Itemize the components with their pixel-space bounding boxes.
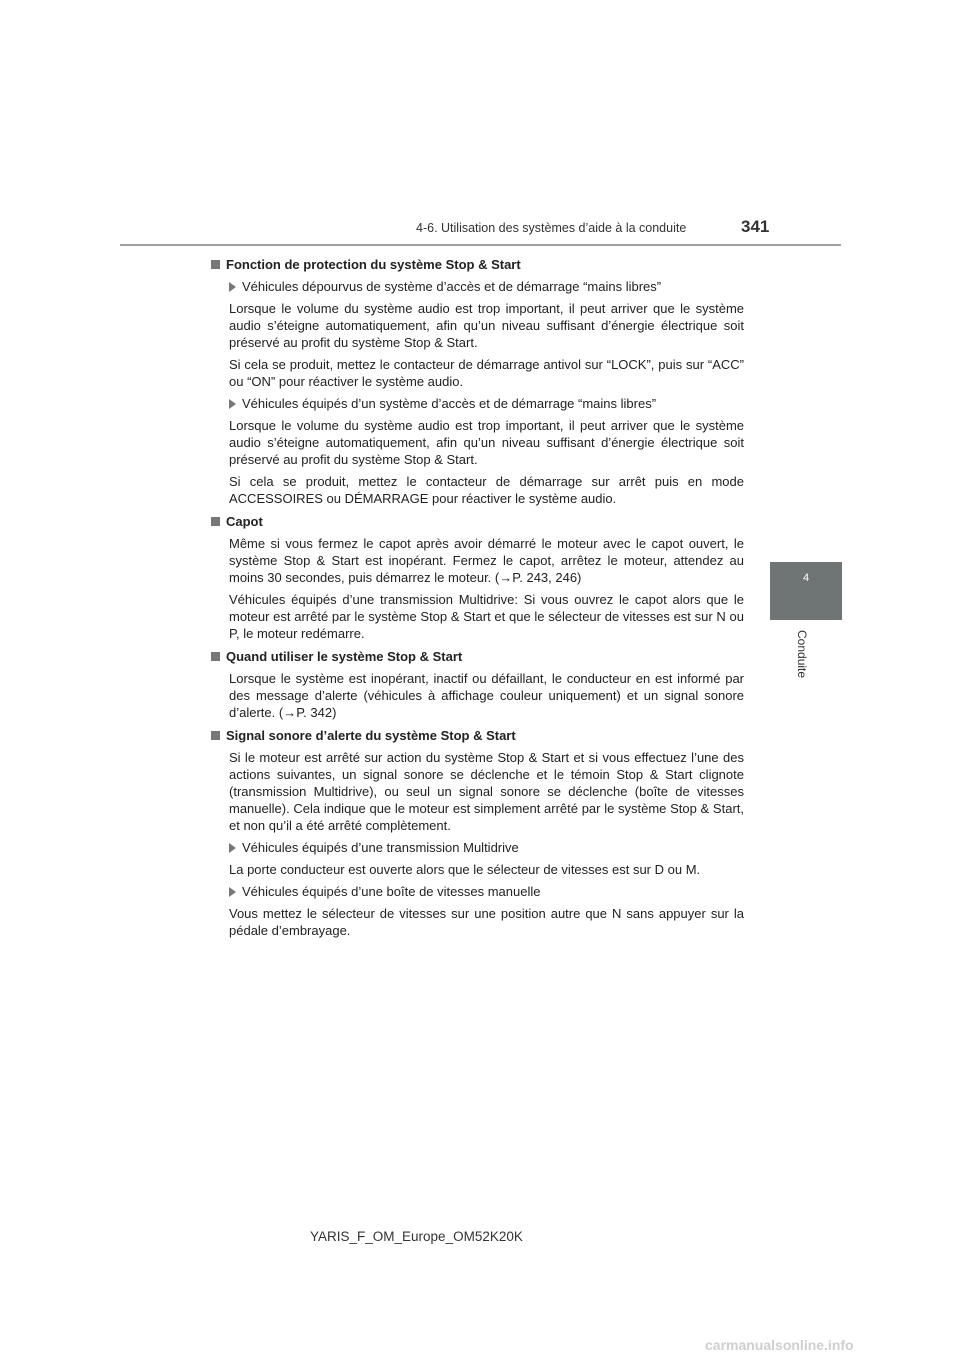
triangle-bullet-icon <box>229 843 236 853</box>
manual-content <box>210 256 744 945</box>
section-heading-text: Fonction de protection du système Stop & Start <box>226 257 521 272</box>
chapter-title: Conduite <box>795 630 809 679</box>
square-bullet-icon <box>211 731 220 740</box>
running-header-section-title: 4-6. Utilisation des systèmes d’aide à la conduite <box>416 221 687 235</box>
triangle-bullet-icon <box>229 282 236 292</box>
sub-heading-text: Véhicules dépourvus de système d’accès et de démarrage “mains libres” <box>242 279 662 294</box>
paragraph: Lorsque le système est inopérant, inactif ou défaillant, le conducteur en est informé par des message d’alerte (véhicules à affichage couleur uniquement) et un signal sonore d’alerte. (→P. 342) <box>229 671 744 720</box>
header-divider <box>120 244 841 246</box>
manual-section <box>210 648 744 721</box>
section-heading <box>210 513 744 530</box>
paragraph: Si le moteur est arrêté sur action du système Stop & Start et si vous effectuez l’une des actions suivantes, un signal sonore se déclenche et le témoin Stop & Start clignote (transmission Multidrive), ou seul un signal sonore se déclenche (boîte de vitesses manuelle). Cela indique que le moteur est simplement arrêté par le système Stop & Start, et non qu’il a été arrêté complètement. <box>229 750 744 833</box>
section-heading <box>210 727 744 744</box>
triangle-bullet-icon <box>229 399 236 409</box>
sub-heading <box>229 839 744 856</box>
manual-section <box>210 727 744 939</box>
section-heading <box>210 648 744 665</box>
section-heading-text: Signal sonore d’alerte du système Stop & Start <box>226 728 516 743</box>
square-bullet-icon <box>211 260 220 269</box>
paragraph: Si cela se produit, mettez le contacteur de démarrage antivol sur “LOCK”, puis sur “ACC” ou “ON” pour réactiver le système audio. <box>229 357 744 389</box>
manual-section <box>210 256 744 507</box>
paragraph: Même si vous fermez le capot après avoir démarré le moteur avec le capot ouvert, le système Stop & Start est inopérant. Fermez le capot, arrêtez le moteur, attendez au moins 30 secondes, puis démarrez le moteur. (→P. 243, 246) <box>229 536 744 585</box>
chapter-number: 4 <box>802 572 810 584</box>
section-heading <box>210 256 744 273</box>
site-watermark: carmanualsonline.info <box>705 1337 854 1353</box>
sub-heading-text: Véhicules équipés d’un système d’accès et de démarrage “mains libres” <box>242 396 657 411</box>
paragraph: Lorsque le volume du système audio est trop important, il peut arriver que le système audio s’éteigne automatiquement, afin qu’un niveau suffisant d’énergie électrique soit préservé au profit du système Stop & Start. <box>229 301 744 350</box>
paragraph: La porte conducteur est ouverte alors que le sélecteur de vitesses est sur D ou M. <box>229 862 701 877</box>
sub-heading <box>229 395 744 412</box>
footer-document-code: YARIS_F_OM_Europe_OM52K20K <box>310 1229 523 1244</box>
sub-heading-text: Véhicules équipés d’une boîte de vitesses manuelle <box>242 884 541 899</box>
sub-heading <box>229 883 744 900</box>
square-bullet-icon <box>211 517 220 526</box>
paragraph: Véhicules équipés d’une transmission Multidrive: Si vous ouvrez le capot alors que le moteur est arrêté par le système Stop & Start et que le sélecteur de vitesses est sur N ou P, le moteur redémarre. <box>229 592 744 641</box>
sub-heading <box>229 278 744 295</box>
triangle-bullet-icon <box>229 887 236 897</box>
section-heading-text: Capot <box>226 514 263 529</box>
chapter-tab <box>770 562 842 620</box>
sub-heading-text: Véhicules équipés d’une transmission Multidrive <box>242 840 519 855</box>
section-heading-text: Quand utiliser le système Stop & Start <box>226 649 463 664</box>
manual-section <box>210 513 744 642</box>
paragraph: Lorsque le volume du système audio est trop important, il peut arriver que le système audio s’éteigne automatiquement, afin qu’un niveau suffisant d’énergie électrique soit préservé au profit du système Stop & Start. <box>229 418 744 467</box>
page-number: 341 <box>741 217 770 236</box>
paragraph: Vous mettez le sélecteur de vitesses sur une position autre que N sans appuyer sur la pédale d’embrayage. <box>229 906 744 938</box>
square-bullet-icon <box>211 652 220 661</box>
paragraph: Si cela se produit, mettez le contacteur de démarrage sur arrêt puis en mode ACCESSOIRES ou DÉMARRAGE pour réactiver le système audio. <box>229 474 744 506</box>
